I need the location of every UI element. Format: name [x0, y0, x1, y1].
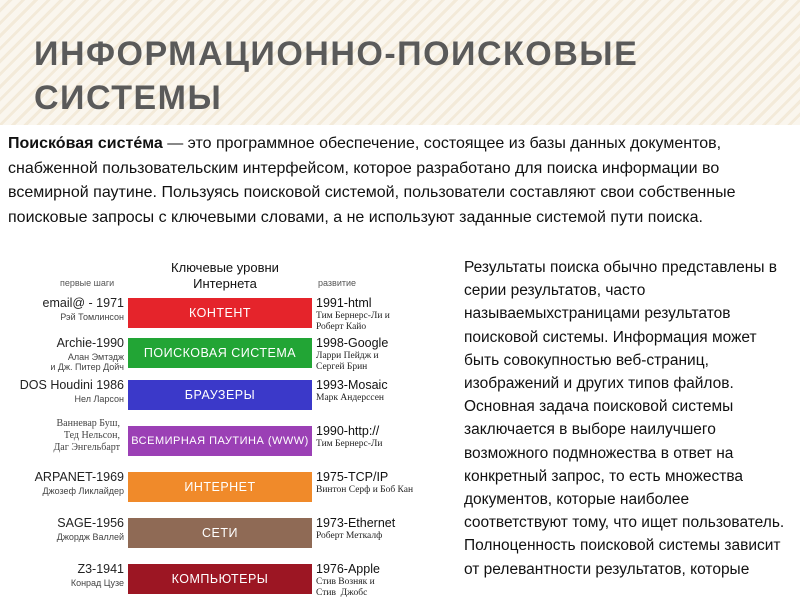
- level-band: КОНТЕНТ: [128, 298, 312, 328]
- level-left-title: Z3-1941: [77, 562, 124, 576]
- level-right-sub: Винтон Серф и Боб Кан: [316, 485, 414, 495]
- level-left-sub: Конрад Цузе: [70, 578, 124, 588]
- internet-levels-diagram: [0, 252, 446, 600]
- level-left-title: DOS Houdini 1986: [19, 378, 124, 392]
- level-left-sub: Рэй Томлинсон: [60, 312, 124, 322]
- level-row: [0, 378, 446, 418]
- level-right-sub: Марк Андерссен: [316, 393, 384, 403]
- level-band: КОМПЬЮТЕРЫ: [128, 564, 312, 594]
- level-right-sub: Тим Бернерс-Ли и Роберт Кайо: [316, 311, 390, 332]
- level-band: ИНТЕРНЕТ: [128, 472, 312, 502]
- level-band: БРАУЗЕРЫ: [128, 380, 312, 410]
- level-left-title: Archie-1990: [56, 336, 124, 350]
- level-left-sub: Алан Эмтэдж и Дж. Питер Дойч: [50, 352, 124, 372]
- level-right-title: 1976-Apple: [316, 562, 380, 576]
- slide-title: ИНФОРМАЦИОННО-ПОИСКОВЫЕ СИСТЕМЫ: [34, 35, 639, 117]
- level-left-title: SAGE-1956: [57, 516, 124, 530]
- level-right-title: 1973-Ethernet: [316, 516, 396, 530]
- level-right-title: 1975-TCP/IP: [316, 470, 389, 484]
- level-right-title: 1991-html: [316, 296, 372, 310]
- level-row: [0, 516, 446, 556]
- right-column-header: развитие: [318, 278, 356, 288]
- level-left-sub: Джозеф Ликлайдер: [42, 486, 124, 496]
- level-row: [0, 296, 446, 336]
- intro-definition: — это программное обеспечение, состоящее из базы данных документов, снабженной пользовательским интерфейсом, которое разработано для поиска информации во всемирной паутине. Пользуясь поисковой системой, пользователи составляют свои собственные поисковые запросы с ключевыми словами, а не используют заданные системой пути поиска.: [8, 135, 736, 226]
- diagram-title: Ключевые уровни Интернета: [171, 260, 279, 291]
- level-band: СЕТИ: [128, 518, 312, 548]
- level-right-sub: Тим Бернерс-Ли: [316, 439, 383, 449]
- level-left-sub: Джордж Валлей: [56, 532, 124, 542]
- level-right-title: 1993-Mosaic: [316, 378, 388, 392]
- level-band: ПОИСКОВАЯ СИСТЕМА: [128, 338, 312, 368]
- left-column-header: первые шаги: [60, 278, 115, 288]
- intro-term: Поиско́вая систе́ма: [8, 135, 163, 152]
- level-left-title: email@ - 1971: [42, 296, 124, 310]
- level-row: [0, 418, 446, 464]
- level-left-sub: Ванневар Буш, Тед Нельсон, Даг Энгельбарт: [53, 418, 120, 453]
- level-row: [0, 562, 446, 602]
- level-left-title: ARPANET-1969: [34, 470, 124, 484]
- level-right-sub: Стив Возняк и Стив Джобс: [316, 577, 375, 598]
- level-left-sub: Нел Ларсон: [74, 394, 124, 404]
- intro-paragraph: [8, 132, 788, 230]
- level-right-sub: Роберт Меткалф: [316, 531, 383, 541]
- level-right-sub: Ларри Пейдж и Сергей Брин: [316, 351, 379, 372]
- level-right-title: 1998-Google: [316, 336, 389, 350]
- search-results-description: Результаты поиска обычно представлены в серии результатов, часто называемыхстраницами результатов поисковой системы. Информация может быть совокупностью веб-страниц, изображений и других типов файлов. Основная задача поисковой системы заключается в выборе наилучшего возможного подмножества в ответ на конкретный запрос, то есть множества документов, которые наиболее соответствуют тому, что ищет пользователь. Полноценность поисковой системы зависит от релевантности результатов, которые: [464, 259, 785, 578]
- level-right-title: 1990-http://: [316, 424, 380, 438]
- level-row: [0, 336, 446, 376]
- level-band: ВСЕМИРНАЯ ПАУТИНА (WWW): [128, 426, 312, 456]
- level-row: [0, 470, 446, 510]
